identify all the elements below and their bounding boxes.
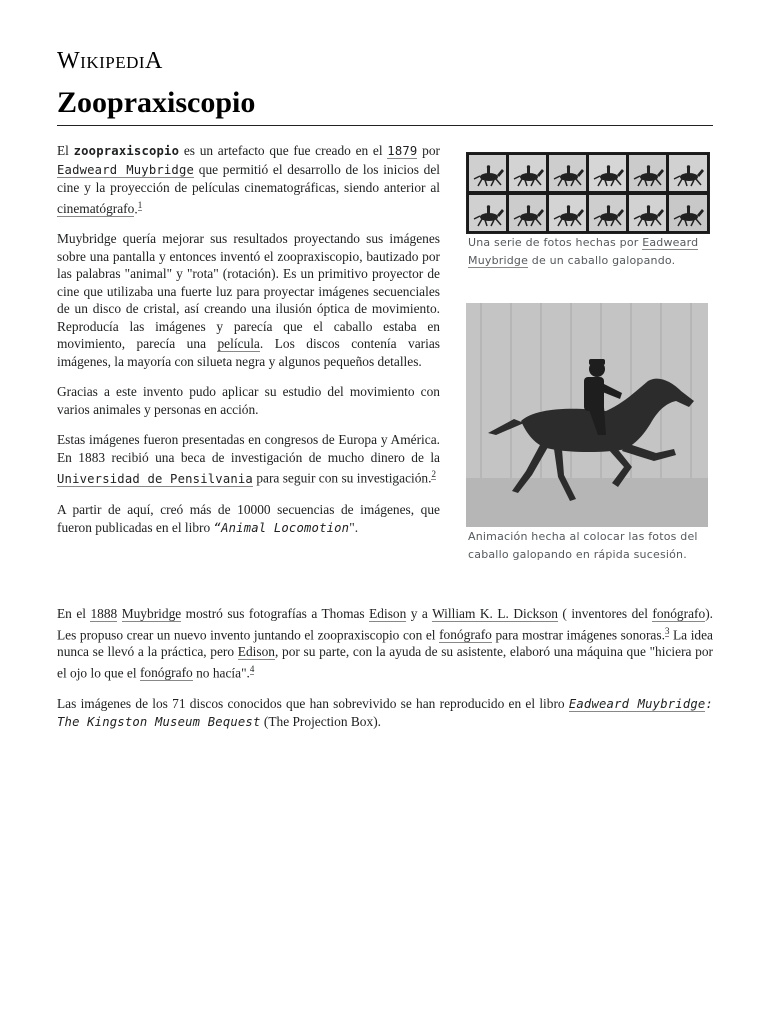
reference-2[interactable]: 2 bbox=[431, 469, 436, 480]
bold-term: zoopraxiscopio bbox=[73, 144, 180, 158]
logo-letters: IKIPEDI bbox=[80, 53, 146, 72]
wikipedia-logo[interactable] bbox=[57, 48, 163, 75]
paragraph-congresos: Estas imágenes fueron presentadas en congresos de Europa y América. En 1883 recibió una beca de investigación de mucho dinero de la Universidad de Pensilvania para seguir con su investigación.$^2$ bbox=[57, 432, 440, 486]
link-1888[interactable]: 1888 bbox=[90, 606, 118, 621]
figure-1-caption: Una serie de fotos hechas por Eadweard Muybridge de un caballo galopando. bbox=[468, 236, 699, 267]
frame-row-2 bbox=[467, 193, 709, 233]
link-edison[interactable]: Edison bbox=[369, 606, 407, 621]
link-eadweard-muybridge[interactable]: Eadweard Muybridge bbox=[57, 162, 195, 177]
horse-sequence-image[interactable] bbox=[466, 152, 710, 234]
paragraph-secuencias: A partir de aquí, creó más de 10000 secuencias de imágenes, que fueron publicadas en el libro “Animal Locomotion". bbox=[57, 502, 440, 535]
title-divider bbox=[57, 125, 713, 126]
reference-4[interactable]: 4 bbox=[249, 663, 255, 674]
link-edison-2[interactable]: Edison bbox=[237, 644, 275, 660]
reference-1[interactable]: 1 bbox=[137, 199, 143, 210]
link-william-dickson[interactable]: William K. L. Dickson bbox=[432, 606, 558, 621]
link-muybridge[interactable]: Muybridge bbox=[121, 606, 182, 621]
paragraph-discos: Las imágenes de los 71 discos conocidos que han sobrevivido se han reproducido en el libro Eadweard Muybridge: The Kingston Museum Bequest (The Projection Box). bbox=[57, 695, 713, 730]
link-cinematografo[interactable]: cinematógrafo bbox=[57, 200, 135, 216]
paragraph-gracias: Gracias a este invento pudo aplicar su estudio del movimiento con varios animales y personas en acción. bbox=[57, 384, 440, 417]
frame-row-1 bbox=[467, 153, 709, 193]
link-1879[interactable]: 1879 bbox=[387, 144, 418, 158]
link-fonografo[interactable]: fonógrafo bbox=[652, 606, 706, 621]
link-fonografo-2[interactable]: fonógrafo bbox=[439, 626, 492, 642]
horse-animation-image[interactable] bbox=[466, 303, 708, 527]
link-fonografo-3[interactable]: fonógrafo bbox=[139, 665, 193, 681]
article-column bbox=[57, 142, 440, 550]
paragraph-intro: El zoopraxiscopio es un artefacto que fue creado en el 1879 por Eadweard Muybridge que permitió el desarrollo de los inicios del cine y la proyección de películas cinematográficas, siendo anterior al cinematógrafo.$^1$ bbox=[57, 143, 440, 216]
link-pelicula[interactable]: película bbox=[217, 336, 260, 352]
link-universidad-pensilvania[interactable]: Universidad de Pensilvania bbox=[57, 471, 253, 486]
reference-3[interactable]: 3 bbox=[664, 625, 670, 636]
book-subtitle: : The Kingston Museum Bequest bbox=[57, 696, 713, 730]
logo-letter-w: W bbox=[57, 48, 81, 74]
text-parecia-2: parecía bbox=[136, 336, 176, 352]
page-title: Zoopraxiscopio bbox=[57, 86, 256, 119]
figure-2-caption: Animación hecha al colocar las fotos del caballo galopando en rápida sucesión. bbox=[468, 530, 698, 561]
caption-link-muybridge[interactable]: Eadweard Muybridge bbox=[468, 236, 699, 267]
paragraph-muybridge: Muybridge quería mejorar sus resultados proyectando sus imágenes sobre una pantalla y entonces inventó el zoopraxiscopio, bautizado por las palabras "animal" y "rota" (rotación). Es un primitivo proyector de cine que utilizaba una fuerte luz para proyectar imágenes secuenciales de un disco de cristal, así creando una ilusión óptica de movimiento. Reproducía las imágenes y parecía que el caballo estaba en movimiento, parecía una película. Los discos contenía varias imágenes, la mayoría con silueta negra y algunos pequeños detalles. bbox=[57, 231, 440, 369]
link-eadweard-muybridge-book[interactable]: Eadweard Muybridge bbox=[568, 696, 706, 711]
horse-rider-graphic bbox=[466, 303, 708, 527]
text-parecia: parecía bbox=[233, 318, 273, 334]
paragraph-1888: En el 1888 Muybridge mostró sus fotografías a Thomas Edison y a William K. L. Dickson ( inventores del fonógrafo). Les propuso crear un nuevo invento juntando el zoopraxiscopio con el fonógrafo para mostrar imágenes sonoras.$^3$ La idea nunca se llevó a la práctica, pero Edison, por su parte, con la ayuda de su asistente, elaboró una máquina que "hiciera por el ojo lo que el fonógrafo no hacía".$^4$ bbox=[57, 606, 714, 681]
horse-sequence-graphic bbox=[467, 153, 709, 233]
logo-letter-a: A bbox=[145, 48, 163, 74]
book-title-animal-locomotion: “Animal Locomotion bbox=[213, 520, 350, 535]
article-full-width bbox=[57, 605, 713, 745]
